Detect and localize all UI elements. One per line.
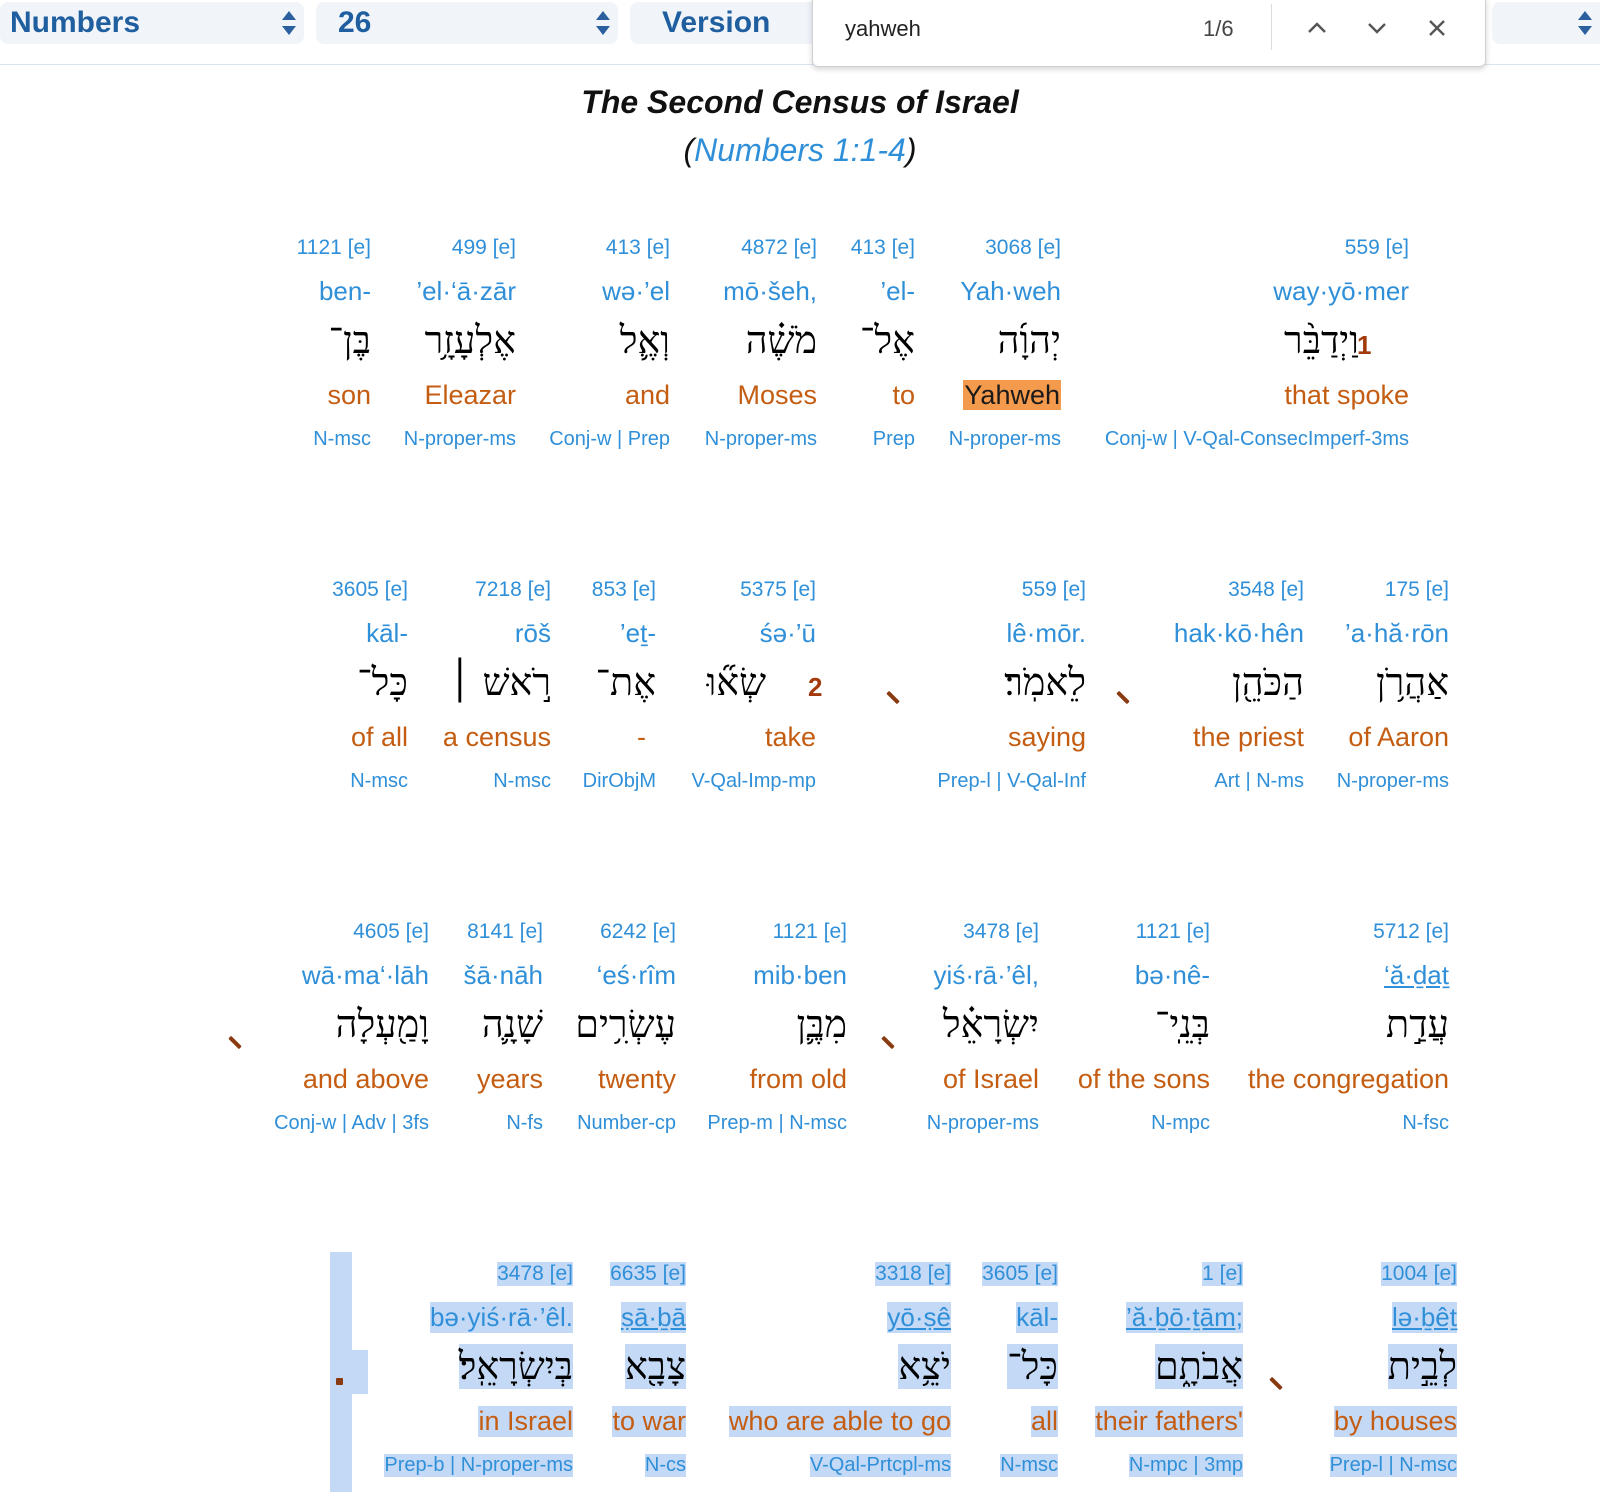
strongs-number[interactable]: 3478 [e] (963, 920, 1039, 943)
hebrew-word: יֹצֵ֥א (898, 1344, 951, 1388)
strongs-number[interactable]: 5712 [e] (1373, 920, 1449, 943)
verse-number[interactable]: 2 (808, 672, 823, 702)
english-gloss: who are able to go (728, 1406, 951, 1436)
strongs-number[interactable]: 7218 [e] (475, 578, 551, 601)
english-gloss: of Aaron (1348, 722, 1449, 752)
hebrew-word: מֹשֶׁ֗ה (745, 318, 817, 362)
hebrew-word: לֵאמֹֽר׃ (1004, 660, 1086, 704)
transliteration[interactable]: ’ă·ḇō·ṯām; (1125, 1302, 1243, 1332)
english-gloss (963, 380, 1061, 411)
sof-pasuq-mark (336, 1378, 343, 1385)
transliteration[interactable]: bə·nê- (1134, 960, 1210, 990)
english-gloss: that spoke (1284, 380, 1409, 410)
transliteration[interactable]: ‘ă·ḏaṯ (1383, 960, 1449, 990)
strongs-number[interactable]: 3605 [e] (332, 578, 408, 601)
word-block-verse2-7[interactable] (320, 578, 408, 798)
transliteration[interactable]: ben- (318, 276, 371, 306)
strongs-number[interactable]: 3478 [e] (497, 1262, 573, 1285)
word-block-verse1-7[interactable] (290, 236, 371, 456)
transliteration[interactable]: ’a·hă·rōn (1344, 618, 1449, 648)
strongs-number[interactable]: 1121 [e] (772, 920, 847, 943)
english-gloss: their fathers' (1095, 1406, 1243, 1436)
strongs-number[interactable]: 1 [e] (1202, 1262, 1243, 1285)
word-block-verse1-6[interactable] (398, 236, 516, 456)
hebrew-word: בְּנֵֽי־ (1154, 1002, 1210, 1046)
word-block-row4-3[interactable] (982, 1262, 1058, 1482)
word-block-row3-5[interactable] (568, 920, 676, 1140)
hebrew-word: לְבֵ֣ית (1387, 1344, 1457, 1388)
word-block-verse2-5[interactable] (578, 578, 656, 798)
transliteration[interactable]: lê·mōr. (1006, 618, 1086, 648)
parsing-code[interactable]: Prep-l | V-Qal-Inf (937, 770, 1086, 792)
transliteration[interactable]: lə·ḇêṯ (1391, 1302, 1457, 1332)
parsing-code[interactable]: N-mpc | 3mp (1128, 1454, 1243, 1476)
parsing-code[interactable]: N-mpc (1151, 1112, 1210, 1134)
english-gloss: and (624, 380, 670, 410)
word-block-verse1-3[interactable] (850, 236, 915, 456)
parsing-code[interactable]: N-proper-ms (403, 428, 516, 450)
english-gloss: of all (350, 722, 408, 752)
word-block-verse1-4[interactable] (700, 236, 817, 456)
parsing-code[interactable]: Conj-w | V-Qal-ConsecImperf-3ms (1104, 428, 1409, 450)
word-block-row3-2[interactable] (1060, 920, 1210, 1140)
english-gloss: twenty (597, 1064, 676, 1094)
pause-mark (881, 1036, 894, 1049)
transliteration[interactable]: rōš (514, 618, 551, 648)
english-gloss: all (1030, 1406, 1058, 1436)
strongs-number[interactable]: 499 [e] (451, 236, 516, 259)
pause-mark (1116, 691, 1129, 704)
word-block-verse1-2[interactable] (930, 236, 1061, 456)
english-gloss: in Israel (478, 1406, 573, 1436)
transliteration[interactable]: mō·šeh, (723, 276, 817, 306)
strongs-number[interactable]: 3068 [e] (985, 236, 1061, 259)
english-gloss: - (637, 722, 646, 752)
hebrew-word: כָּל־ (1007, 1344, 1058, 1388)
word-block-verse1-5[interactable] (545, 236, 670, 456)
hebrew-word: אֶל־ (859, 318, 915, 362)
parsing-code[interactable]: Prep-b | N-proper-ms (384, 1454, 573, 1476)
word-block-row4-2[interactable] (1082, 1262, 1243, 1482)
transliteration[interactable]: ṣā·ḇā (620, 1302, 686, 1332)
book-select[interactable] (0, 2, 304, 44)
hebrew-word: יִשְׂרָאֵ֗ל (942, 1002, 1039, 1046)
strongs-number[interactable]: 175 [e] (1384, 578, 1449, 601)
cross-reference-link[interactable]: Numbers 1:1-4 (694, 132, 906, 168)
english-gloss: from old (749, 1064, 847, 1094)
transliteration[interactable]: šā·nāh (463, 960, 543, 990)
chevron-down-icon (1365, 16, 1389, 40)
english-gloss: the congregation (1247, 1064, 1449, 1094)
transliteration[interactable]: ’el- (880, 276, 915, 306)
word-block-verse2-3[interactable] (920, 578, 1086, 798)
hebrew-word: צָבָ֖א (624, 1344, 686, 1388)
parsing-code[interactable]: N-fs (506, 1112, 543, 1134)
close-icon (1425, 16, 1449, 40)
transliteration[interactable]: ‘eś·rîm (596, 960, 676, 990)
hebrew-word: וְאֶ֛ל (619, 318, 670, 362)
parsing-code[interactable]: Prep-m | N-msc (707, 1112, 847, 1134)
hebrew-word: בְּיִשְׂרָאֵֽל׃ (458, 1344, 573, 1388)
chapter-select-value: 26 (338, 6, 372, 39)
pause-mark (1269, 1377, 1282, 1390)
strongs-number[interactable]: 413 [e] (605, 236, 670, 259)
chevron-up-icon (1305, 16, 1329, 40)
word-block-row4-5[interactable] (598, 1262, 686, 1482)
chapter-select[interactable] (316, 2, 618, 44)
pause-mark (886, 691, 899, 704)
transliteration[interactable]: yiś·rā·’êl, (933, 960, 1039, 990)
extra-select[interactable] (1492, 2, 1600, 44)
hebrew-word: שְׂא֞וּ (706, 660, 766, 704)
hebrew-word: וַיְדַבֵּ֨ר (1284, 318, 1359, 362)
word-block-verse2-6[interactable] (435, 578, 551, 798)
hebrew-word: אֲבֹתָ֑ם (1154, 1344, 1243, 1388)
strongs-number[interactable]: 559 [e] (1021, 578, 1086, 601)
transliteration[interactable]: kāl- (1016, 1302, 1058, 1332)
parsing-code[interactable]: N-proper-ms (704, 428, 817, 450)
word-block-verse2-2[interactable] (1150, 578, 1304, 798)
word-block-verse2-4[interactable] (680, 578, 816, 798)
english-gloss: of the sons (1077, 1064, 1210, 1094)
word-block-row3-4[interactable] (700, 920, 847, 1140)
version-select-value: Version (662, 6, 771, 39)
transliteration[interactable]: way·yō·mer (1273, 276, 1409, 306)
parsing-code[interactable]: Conj-w | Prep (549, 428, 670, 450)
strongs-number[interactable]: 1004 [e] (1381, 1262, 1457, 1285)
transliteration[interactable]: mib·ben (753, 960, 847, 990)
hebrew-word: הַכֹּהֵ֖ן (1232, 660, 1304, 704)
parsing-code[interactable]: V-Qal-Imp-mp (691, 770, 816, 792)
word-block-row3-3[interactable] (910, 920, 1039, 1140)
word-block-row4-6[interactable] (368, 1262, 573, 1482)
parsing-code[interactable]: Prep-l | N-msc (1329, 1454, 1457, 1476)
english-gloss: Eleazar (424, 380, 516, 410)
english-gloss: and above (302, 1064, 429, 1094)
hebrew-word: רֹ֣אשׁ ׀ (449, 660, 551, 704)
strongs-number[interactable]: 1121 [e] (296, 236, 371, 259)
hebrew-word: כָּל־ (357, 660, 408, 704)
hebrew-word: יְהוָ֜ה (997, 318, 1061, 362)
find-previous-button[interactable] (1295, 6, 1339, 50)
hebrew-word: בֶּן־ (328, 318, 371, 362)
select-arrows-icon (282, 11, 296, 35)
book-select-value: Numbers (10, 6, 141, 39)
english-gloss: of Israel (942, 1064, 1039, 1094)
transliteration[interactable]: kāl- (366, 618, 408, 648)
english-gloss: a census (442, 722, 551, 752)
strongs-number[interactable]: 559 [e] (1344, 236, 1409, 259)
parsing-code[interactable]: N-proper-ms (948, 428, 1061, 450)
select-arrows-icon (1578, 11, 1592, 35)
verse-number[interactable]: 1 (1357, 330, 1372, 360)
english-gloss: saying (1007, 722, 1086, 752)
word-block-row4-1[interactable] (1312, 1262, 1457, 1482)
strongs-number[interactable]: 4872 [e] (741, 236, 817, 259)
transliteration[interactable]: Yah·weh (960, 276, 1061, 306)
parsing-code[interactable]: V-Qal-Prtcpl-ms (809, 1454, 951, 1476)
parsing-code[interactable]: N-proper-ms (926, 1112, 1039, 1134)
strongs-number[interactable]: 3548 [e] (1228, 578, 1304, 601)
pause-mark (228, 1036, 241, 1049)
english-gloss: to war (612, 1406, 686, 1436)
transliteration[interactable]: wə·’el (602, 276, 670, 306)
transliteration[interactable]: yō·ṣê (887, 1302, 951, 1332)
transliteration[interactable]: wā·ma‘·lāh (301, 960, 429, 990)
parsing-code[interactable]: Conj-w | Adv | 3fs (274, 1112, 429, 1134)
find-input[interactable] (843, 8, 1147, 50)
english-gloss: by houses (1333, 1406, 1457, 1436)
cross-reference: (Numbers 1:1-4) (683, 132, 917, 168)
word-block-verse2-1[interactable] (1320, 578, 1449, 798)
hebrew-word: שָׁנָ֛ה (481, 1002, 543, 1046)
parsing-code[interactable]: N-msc (493, 770, 551, 792)
find-in-page-bar (812, 0, 1486, 67)
english-gloss: to (892, 380, 915, 410)
hebrew-word: עֶשְׂרִ֥ים (575, 1002, 676, 1046)
find-next-button[interactable] (1355, 6, 1399, 50)
english-gloss: Moses (737, 380, 817, 410)
hebrew-word: מִבֶּ֛ן (796, 1002, 847, 1046)
select-arrows-icon (596, 11, 610, 35)
parsing-code[interactable]: N-msc (1000, 1454, 1058, 1476)
strongs-number[interactable]: 853 [e] (591, 578, 656, 601)
strongs-number[interactable]: 413 [e] (850, 236, 915, 259)
selection-highlight (330, 1252, 352, 1492)
parsing-code[interactable]: N-msc (313, 428, 371, 450)
strongs-number[interactable]: 6635 [e] (610, 1262, 686, 1285)
transliteration[interactable]: hak·kō·hên (1173, 618, 1304, 648)
english-gloss: years (476, 1064, 543, 1094)
strongs-number[interactable]: 6242 [e] (600, 920, 676, 943)
search-match-highlight: Yahweh (964, 380, 1060, 410)
transliteration[interactable]: śə·’ū (759, 618, 816, 648)
transliteration[interactable]: ’el·‘ā·zār (416, 276, 516, 306)
find-match-count: 1/6 (1203, 16, 1234, 41)
english-gloss: take (764, 722, 816, 752)
parsing-code[interactable]: Prep (872, 428, 915, 450)
strongs-number[interactable]: 5375 [e] (740, 578, 816, 601)
parsing-code[interactable]: DirObjM (582, 770, 656, 792)
parsing-code[interactable]: Number-cp (577, 1112, 676, 1134)
parsing-code[interactable]: N-msc (350, 770, 408, 792)
hebrew-word: אֶלְעָזָ֥ר (424, 318, 516, 362)
strongs-number[interactable]: 1121 [e] (1135, 920, 1210, 943)
selection-highlight (352, 1350, 368, 1394)
transliteration[interactable]: bə·yiś·rā·’êl. (429, 1302, 573, 1332)
english-gloss: the priest (1192, 722, 1304, 752)
english-gloss: son (327, 380, 371, 410)
transliteration[interactable]: ’eṯ- (619, 618, 656, 648)
word-block-row3-1[interactable] (1225, 920, 1449, 1140)
hebrew-word: אַהֲרֹ֥ן (1375, 660, 1449, 704)
strongs-number[interactable]: 3605 [e] (982, 1262, 1058, 1285)
hebrew-word: וָמַ֖עְלָה (335, 1002, 429, 1046)
word-block-row3-7[interactable] (262, 920, 429, 1140)
strongs-number[interactable]: 3318 [e] (875, 1262, 951, 1285)
word-block-row3-6[interactable] (456, 920, 543, 1140)
strongs-number[interactable]: 8141 [e] (467, 920, 543, 943)
parsing-code[interactable]: N-proper-ms (1336, 770, 1449, 792)
find-divider (1271, 4, 1272, 50)
word-block-row4-4[interactable] (710, 1262, 951, 1482)
section-title: The Second Census of Israel (581, 84, 1019, 120)
hebrew-word: עֲדַ֣ת (1386, 1002, 1449, 1046)
parsing-code[interactable]: Art | N-ms (1214, 770, 1304, 792)
find-close-button[interactable] (1415, 6, 1459, 50)
parsing-code[interactable]: N-fsc (1402, 1112, 1449, 1134)
hebrew-word: אֶת־ (595, 660, 656, 704)
strongs-number[interactable]: 4605 [e] (353, 920, 429, 943)
parsing-code[interactable]: N-cs (644, 1454, 686, 1476)
